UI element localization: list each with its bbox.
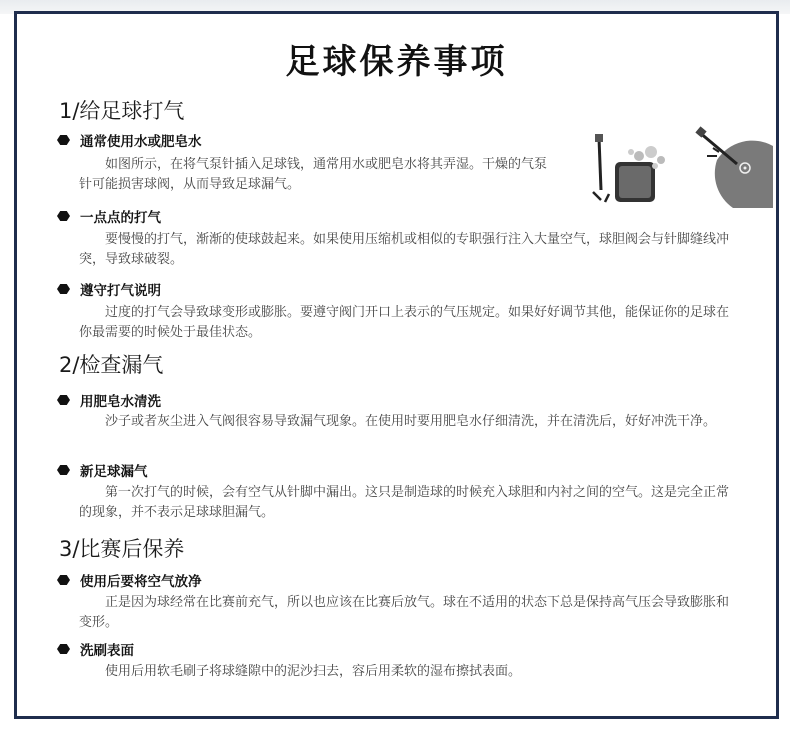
content-frame	[14, 11, 779, 719]
hexagon-bullet-icon	[57, 284, 70, 294]
hexagon-bullet-icon	[57, 644, 70, 654]
subheading-label: 用肥皂水清洗	[80, 394, 161, 410]
section-heading-1: 1/给足球打气	[59, 99, 185, 123]
needle-and-wet-sponge-icon	[589, 132, 673, 214]
subheading-new-ball-leak	[57, 460, 148, 480]
section-heading-3: 3/比赛后保养	[59, 537, 185, 561]
paragraph: 第一次打气的时候，会有空气从针脚中漏出。这只是制造球的时候充入球胆和内衬之间的空气。这是完全正常的现象，并不表示足球球胆漏气。	[79, 485, 730, 520]
paragraph: 正是因为球经常在比赛前充气，所以也应该在比赛后放气。球在不适用的状态下总是保持高气压会导致膨胀和变形。	[79, 595, 730, 630]
subheading-label: 通常使用水或肥皂水	[80, 134, 202, 150]
paragraph: 使用后用软毛刷子将球缝隙中的泥沙扫去，容后用柔软的湿布擦拭表面。	[105, 664, 522, 679]
subheading-water-soap	[57, 130, 202, 150]
subheading-follow-instructions	[57, 279, 161, 299]
needle-into-ball-icon	[693, 126, 773, 208]
subheading-label: 新足球漏气	[80, 464, 148, 480]
paragraph: 沙子或者灰尘进入气阀很容易导致漏气现象。在使用时要用肥皂水仔细清洗，并在清洗后，好好冲洗干净。	[105, 414, 717, 429]
subheading-label: 洗刷表面	[80, 643, 134, 659]
paragraph: 过度的打气会导致球变形或膨胀。要遵守阀门开口上表示的气压规定。如果好好调节其他，能保证你的足球在你最需要的时候处于最佳状态。	[79, 305, 730, 340]
subheading-brush-surface	[57, 639, 134, 659]
hexagon-bullet-icon	[57, 211, 70, 221]
hexagon-bullet-icon	[57, 465, 70, 475]
subheading-label: 使用后要将空气放净	[80, 574, 202, 590]
hexagon-bullet-icon	[57, 135, 70, 145]
section-heading-2: 2/检查漏气	[59, 353, 164, 377]
subheading-slow-inflate	[57, 206, 161, 226]
subheading-deflate-after-use	[57, 570, 202, 590]
paragraph: 要慢慢的打气，渐渐的使球鼓起来。如果使用压缩机或相似的专职强行注入大量空气，球胆阀会与针脚缝线冲突，导致球破裂。	[79, 232, 730, 267]
hexagon-bullet-icon	[57, 395, 70, 405]
page-title: 足球保养事项	[285, 42, 508, 82]
paragraph: 如图所示，在将气泵针插入足球钱，通常用水或肥皂水将其弄湿。干燥的气泵针可能损害球阀，从而导致足球漏气。	[79, 157, 548, 192]
subheading-label: 一点点的打气	[80, 210, 161, 226]
subheading-label: 遵守打气说明	[80, 283, 161, 299]
hexagon-bullet-icon	[57, 575, 70, 585]
subheading-soap-wash	[57, 390, 161, 410]
